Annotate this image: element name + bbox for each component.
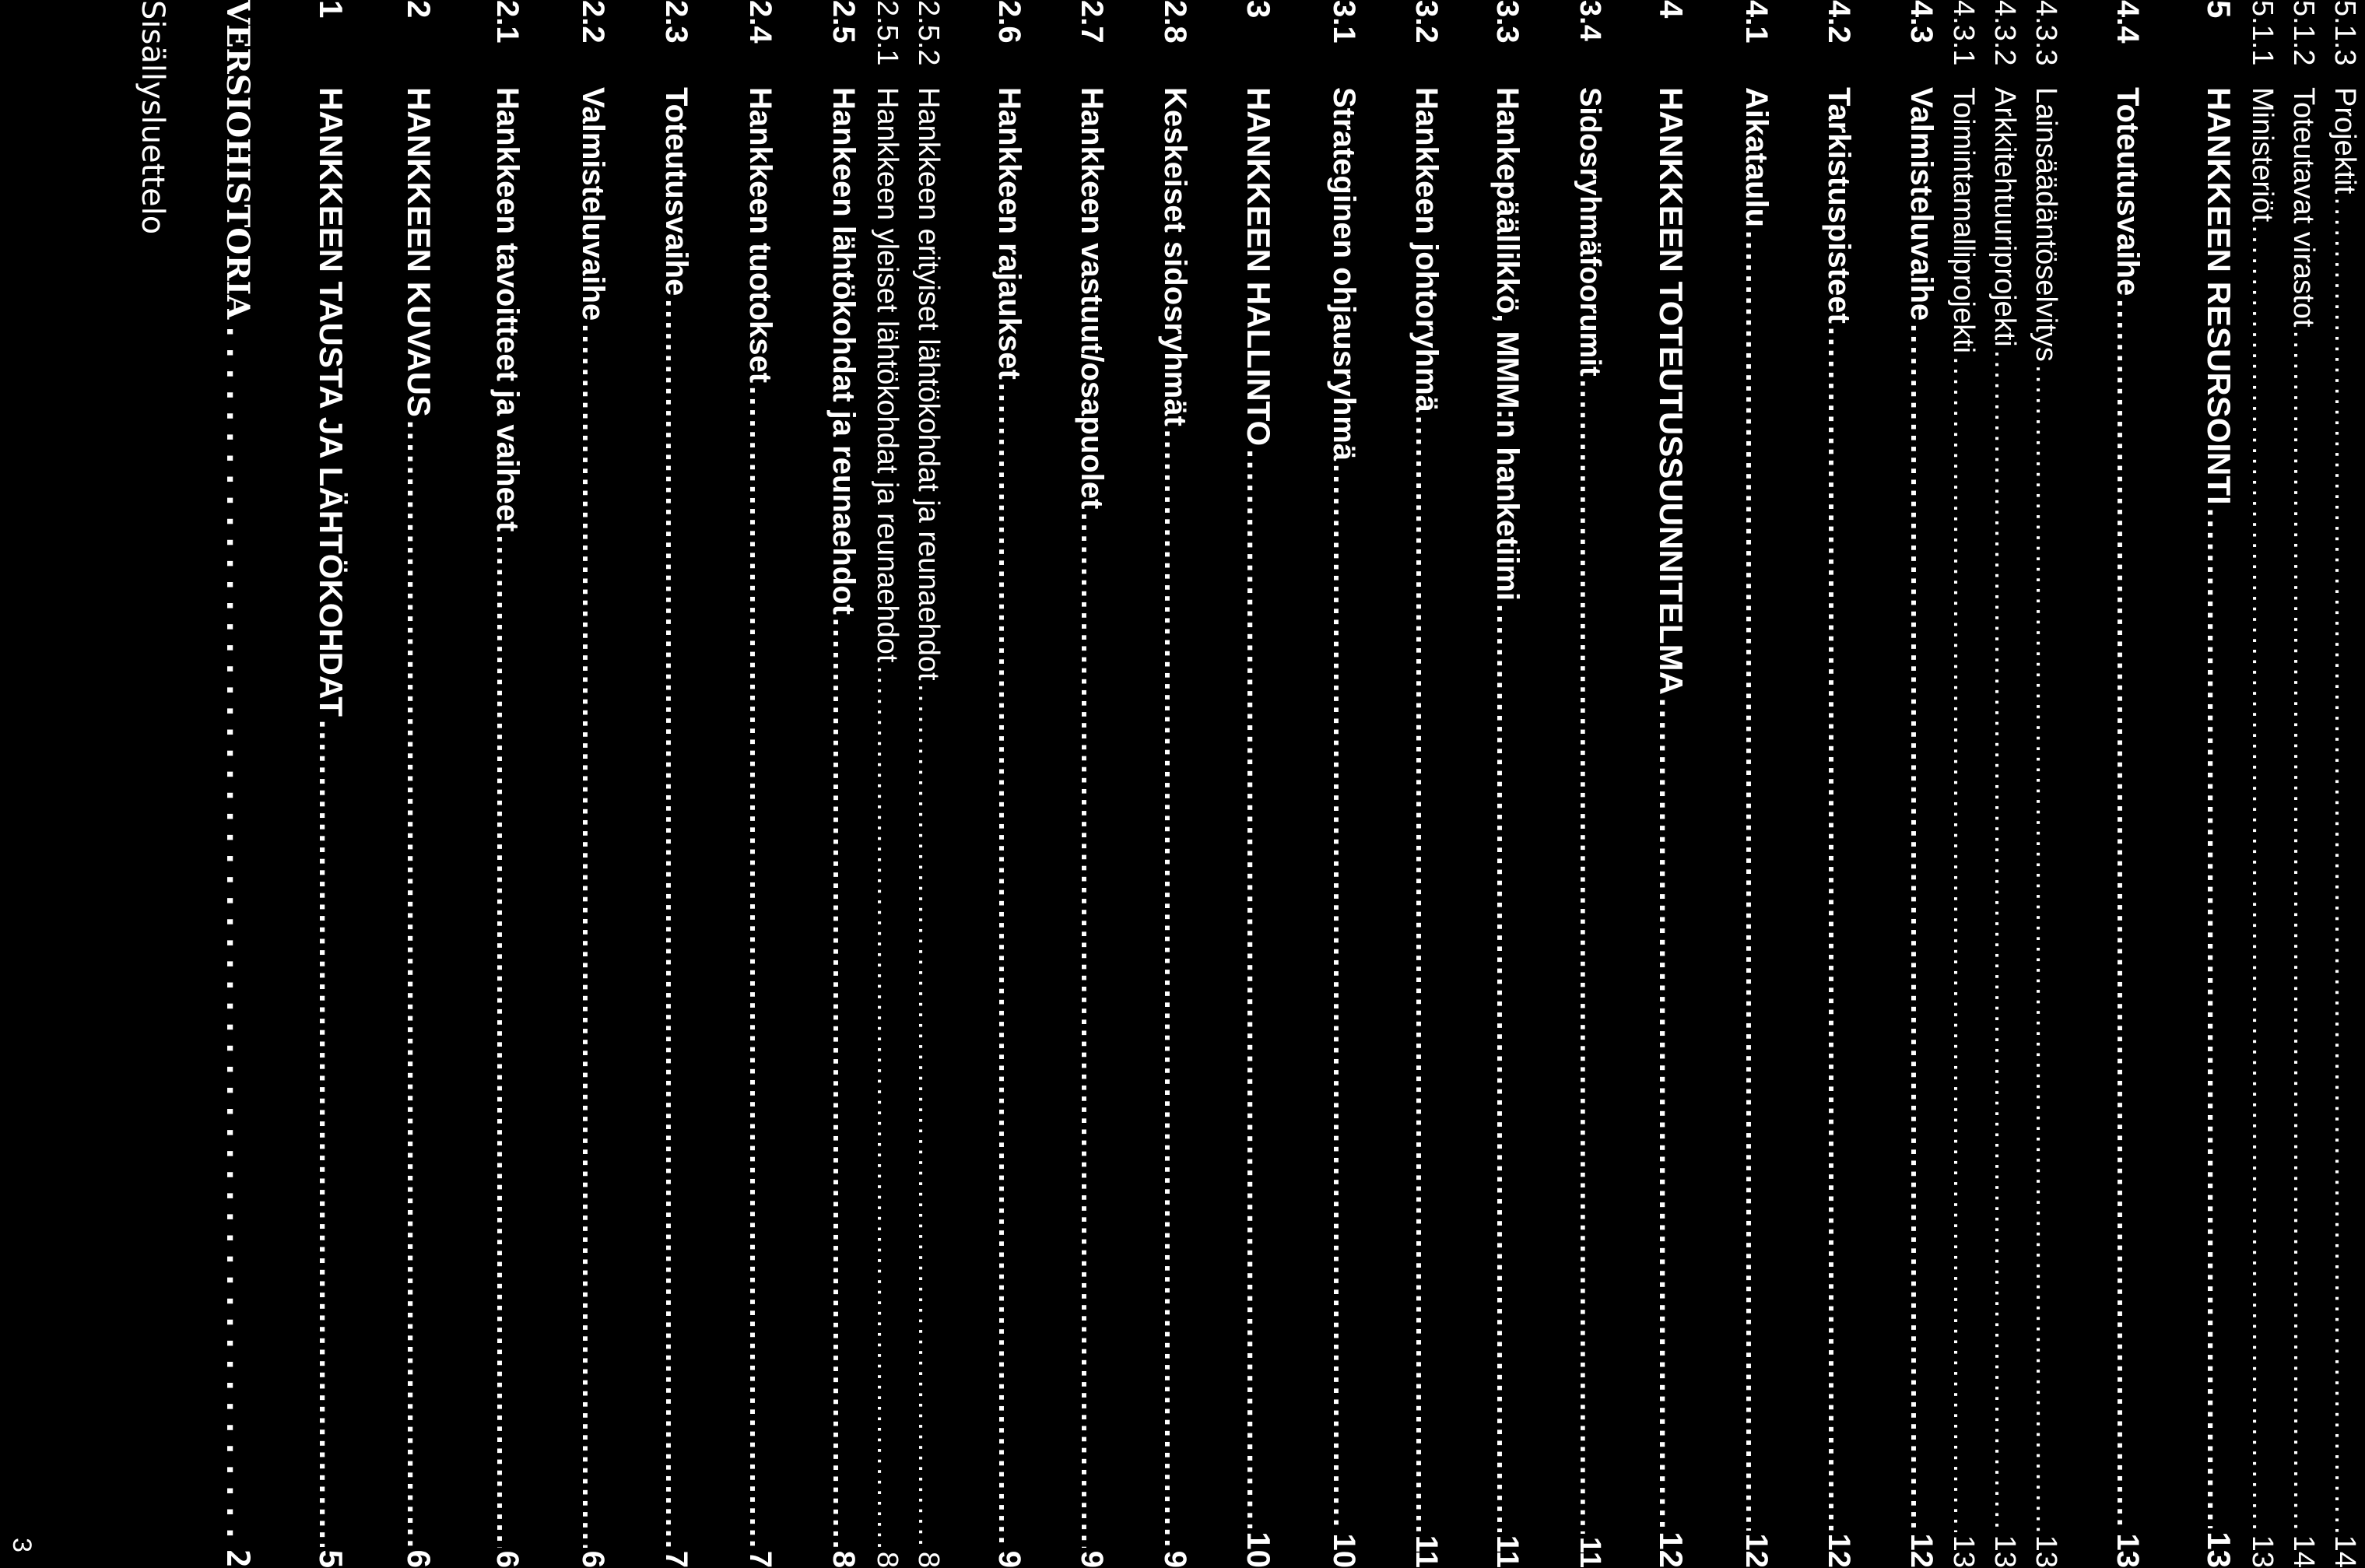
- toc-entry-5-1-1[interactable]: [2245, 0, 2279, 1568]
- dot-leader: [911, 684, 945, 1549]
- toc-entry-title: Strateginen ohjausryhmä: [1327, 87, 1361, 461]
- toc-entry-4-4[interactable]: [2110, 0, 2145, 1568]
- toc-entry-title: Hankkeen yleiset lähtökohdat ja reunaehdot: [871, 87, 904, 663]
- toc-entry-page: 13: [1947, 1535, 1980, 1568]
- toc-entry-title: VERSIOHISTORIA: [219, 0, 256, 320]
- toc-entry-4-3-1[interactable]: [1946, 0, 1980, 1568]
- toc-entry-title: HANKKEEN KUVAUS: [401, 87, 437, 417]
- toc-entry-title: HANKKEEN TOTEUTUSSUUNNITELMA: [1653, 87, 1690, 695]
- dot-leader: [1652, 698, 1690, 1528]
- toc-entry-number: 3.3: [1490, 0, 1525, 44]
- toc-entry-page: 13: [2030, 1535, 2062, 1568]
- toc-entry-5-1-2[interactable]: [2286, 0, 2320, 1568]
- toc-entry-number: 3.2: [1409, 0, 1444, 44]
- toc-entry-page: 13: [2111, 1533, 2145, 1568]
- toc-entry-title: HANKKEEN RESURSOINTI: [2201, 87, 2237, 505]
- toc-entry-4-3-3[interactable]: [2029, 0, 2062, 1568]
- toc-entry-page: 11: [1409, 1535, 1444, 1568]
- toc-entry-2[interactable]: [400, 0, 437, 1568]
- dot-leader: [658, 299, 693, 1548]
- toc-entry-number: 3: [1240, 0, 1277, 19]
- toc-entry-title: Toteutusvaihe: [2111, 87, 2145, 296]
- toc-entry-number: 2.5.1: [871, 0, 904, 66]
- toc-entry-number: 2: [401, 0, 437, 19]
- toc-entry-page: 13: [2246, 1535, 2279, 1568]
- toc-entry-title: HANKKEEN TAUSTA JA LÄHTÖKOHDAT: [313, 87, 349, 717]
- toc-entry-number: 5.1.3: [2328, 0, 2361, 66]
- toc-entry-2-2[interactable]: [575, 0, 610, 1568]
- toc-entry-4-3-2[interactable]: [1988, 0, 2021, 1568]
- dot-leader: [1409, 416, 1444, 1532]
- toc-entry-number: 4.2: [1822, 0, 1856, 44]
- toc-entry-number: 2.3: [659, 0, 693, 44]
- toc-entry-page: 7: [743, 1550, 777, 1568]
- dot-leader: [2286, 330, 2320, 1531]
- toc-entry-title: Toimintamalliprojekti: [1947, 87, 1980, 354]
- toc-entry-title: Hankeen lähtökohdat ja reunaehdot: [826, 87, 861, 615]
- toc-entry-title: Keskeiset sidosryhmät: [1158, 87, 1192, 426]
- dot-leader: [2029, 365, 2062, 1532]
- dot-leader: [219, 322, 255, 1546]
- toc-entry-5-1-3[interactable]: [2328, 0, 2361, 1568]
- toc-entry-3-1[interactable]: [1326, 0, 1361, 1568]
- toc-title: Sisällysluettelo: [135, 0, 170, 235]
- toc-entry-number: 2.4: [743, 0, 777, 44]
- toc-entry-title: Sidosryhmäfoorumit: [1574, 87, 1606, 377]
- toc-entry-2-8[interactable]: [1157, 0, 1192, 1568]
- toc-entry-2-5[interactable]: [826, 0, 861, 1568]
- toc-entry-2-4[interactable]: [742, 0, 777, 1568]
- toc-entry-page: 8: [912, 1551, 945, 1568]
- toc-entry-2-5-2[interactable]: [911, 0, 945, 1568]
- toc-entry-page: 5: [313, 1549, 349, 1568]
- dot-leader: [1490, 604, 1525, 1532]
- toc-entry-title: Hankkeen tuotokset: [743, 87, 777, 384]
- toc-entry-2-5-1[interactable]: [870, 0, 904, 1568]
- dot-leader: [2328, 197, 2361, 1531]
- toc-entry-number: 2.5: [826, 0, 861, 44]
- toc-entry-page: 2: [219, 1549, 255, 1568]
- dot-leader: [1821, 327, 1856, 1531]
- toc-entry-page: 10: [1240, 1531, 1277, 1568]
- toc-entry-number: 3.1: [1327, 0, 1361, 44]
- toc-entry-number: 4.3: [1904, 0, 1939, 44]
- toc-entry-number: 2.2: [576, 0, 610, 44]
- toc-entry-page: 6: [576, 1550, 610, 1568]
- toc-entry-title: Lainsäädäntöselvitys: [2030, 87, 2062, 362]
- toc-entry-title: Projektit: [2328, 87, 2361, 195]
- toc-entry-number: 4.1: [1739, 0, 1774, 44]
- toc-entry-title: Hankkeen johtoryhmä: [1409, 87, 1444, 412]
- toc-entry-title: Arkkitehtuuriprojekti: [1988, 87, 2021, 347]
- toc-entry-title: Hankkeen tavoitteet ja vaiheet: [490, 87, 525, 532]
- dot-leader: [1904, 324, 1939, 1530]
- dot-leader: [1988, 350, 2021, 1532]
- dot-leader: [1946, 356, 1980, 1532]
- toc-entry-page: 11: [1574, 1536, 1606, 1568]
- toc-entry-title: Hankkeen rajaukset: [992, 87, 1026, 380]
- toc-entry-page: 6: [401, 1549, 437, 1568]
- toc-entry-page: 12: [1739, 1533, 1774, 1568]
- toc-entry-number: 4.3.1: [1947, 0, 1980, 66]
- toc-entry-title: Aikataulu: [1739, 87, 1774, 228]
- dot-leader: [2200, 508, 2237, 1529]
- toc-entry-number: 4: [1653, 0, 1690, 19]
- toc-entry-number: 1: [313, 0, 349, 19]
- toc-entry-title: Hankkeen vastuut/osapuolet: [1075, 87, 1109, 510]
- toc-entry-versiohistoria[interactable]: [219, 0, 256, 1568]
- toc-entry-3-4[interactable]: [1573, 0, 1606, 1568]
- dot-leader: [1240, 449, 1277, 1528]
- toc-entry-page: 14: [2328, 1535, 2361, 1568]
- toc-entry-number: 2.8: [1158, 0, 1192, 44]
- toc-entry-4-1[interactable]: [1739, 0, 1774, 1568]
- dot-leader: [575, 324, 610, 1548]
- toc-entry-5[interactable]: [2200, 0, 2237, 1568]
- dot-leader: [1739, 230, 1774, 1530]
- dot-leader: [870, 665, 904, 1548]
- toc-entry-2-1[interactable]: [489, 0, 525, 1568]
- toc-entry-page: 13: [2201, 1531, 2237, 1568]
- toc-entry-page: 9: [992, 1550, 1026, 1568]
- dot-leader: [991, 383, 1026, 1548]
- dot-leader: [312, 720, 349, 1547]
- toc-entry-number: 2.5.2: [912, 0, 945, 66]
- toc-entry-page: 10: [1327, 1533, 1361, 1568]
- dot-leader: [826, 618, 861, 1548]
- toc-entry-2-3[interactable]: [658, 0, 693, 1568]
- dot-leader: [1573, 380, 1606, 1534]
- toc-entry-title: Tarkistuspisteet: [1822, 87, 1856, 324]
- page-number: 3: [7, 1538, 37, 1552]
- toc-entry-title: Toteutavat virastot: [2287, 87, 2320, 328]
- toc-entry-number: 3.4: [1574, 0, 1606, 41]
- toc-entry-page: 7: [659, 1550, 693, 1568]
- toc-entry-title: Ministeriöt: [2246, 87, 2279, 223]
- toc-entry-number: 5.1.2: [2287, 0, 2320, 66]
- toc-entry-page: 13: [1988, 1535, 2021, 1568]
- toc-entry-4[interactable]: [1652, 0, 1690, 1568]
- toc-entry-number: 2.6: [992, 0, 1026, 44]
- toc-entry-number: 5.1.1: [2246, 0, 2279, 66]
- toc-entry-page: 6: [490, 1550, 525, 1568]
- toc-entry-3-2[interactable]: [1409, 0, 1444, 1568]
- toc-entry-title: Valmisteluvaihe: [1904, 87, 1939, 321]
- toc-entry-number: 4.3.3: [2030, 0, 2062, 66]
- toc-entry-4-3[interactable]: [1904, 0, 1939, 1568]
- toc-entry-page: 14: [2287, 1535, 2320, 1568]
- toc-entry-number: 2.1: [490, 0, 525, 44]
- toc-entry-2-6[interactable]: [991, 0, 1026, 1568]
- toc-entry-title: HANKKEEN HALLINTO: [1240, 87, 1277, 447]
- toc-entry-page: 9: [1075, 1550, 1109, 1568]
- toc-entry-page: 12: [1822, 1533, 1856, 1568]
- toc-entry-number: 5: [2201, 0, 2237, 19]
- toc-entry-page: 11: [1490, 1535, 1525, 1568]
- toc-entry-page: 12: [1653, 1531, 1690, 1568]
- toc-entry-number: 4.3.2: [1988, 0, 2021, 66]
- dot-leader: [742, 386, 777, 1548]
- toc-entry-page: 8: [826, 1550, 861, 1568]
- toc-entry-title: Hankepäällikkö, MMM:n hanketiimi: [1490, 87, 1525, 602]
- toc-entry-4-2[interactable]: [1821, 0, 1856, 1568]
- dot-leader: [2110, 299, 2145, 1530]
- dot-leader: [1157, 430, 1192, 1548]
- dot-leader: [2245, 225, 2279, 1532]
- dot-leader: [1074, 512, 1109, 1547]
- toc-entry-3[interactable]: [1240, 0, 1277, 1568]
- toc-entry-title: Valmisteluvaihe: [576, 87, 610, 321]
- toc-entry-page: 8: [871, 1551, 904, 1568]
- dot-leader: [400, 420, 437, 1547]
- toc-entry-page: 9: [1158, 1550, 1192, 1568]
- toc-entry-number: 4.4: [2111, 0, 2145, 44]
- dot-leader: [1326, 464, 1361, 1530]
- toc-entry-number: 2.7: [1075, 0, 1109, 44]
- dot-leader: [489, 535, 525, 1547]
- toc-entry-page: 12: [1904, 1533, 1939, 1568]
- toc-entry-2-7[interactable]: [1074, 0, 1109, 1568]
- toc-entry-title: Hankkeen erityiset lähtökohdat ja reunaehdot: [912, 87, 945, 681]
- toc-entry-title: Toteutusvaihe: [659, 87, 693, 296]
- toc-entry-1[interactable]: [312, 0, 349, 1568]
- toc-entry-3-3[interactable]: [1490, 0, 1525, 1568]
